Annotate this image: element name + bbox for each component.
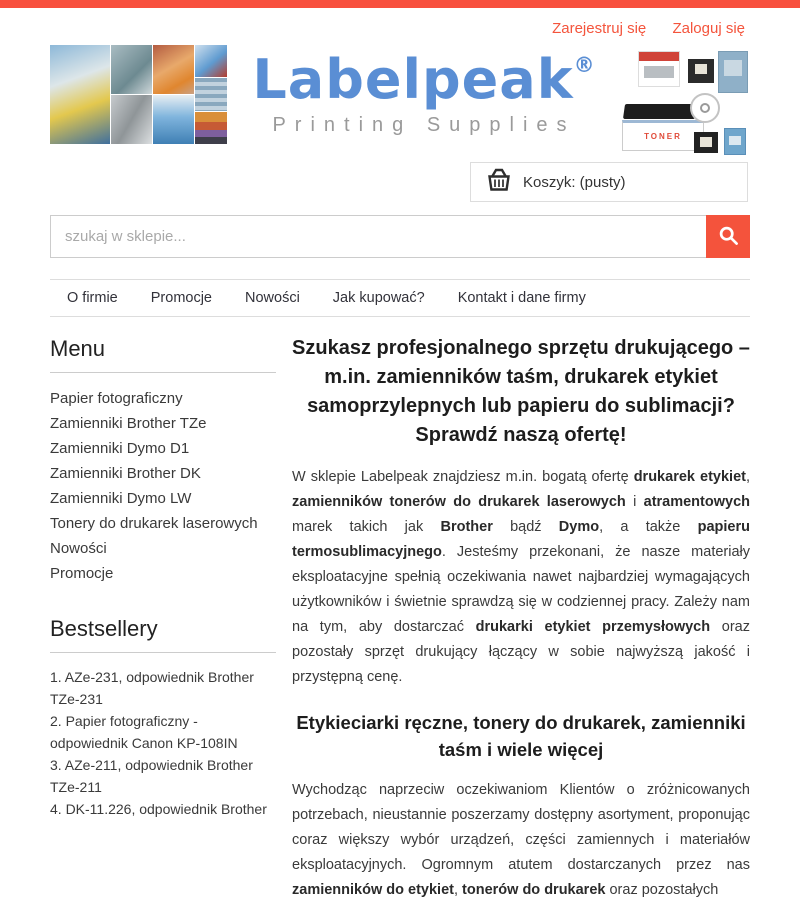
menu-title: Menu bbox=[50, 336, 106, 361]
logo-tagline: Printing Supplies bbox=[272, 114, 576, 136]
text-run: oraz pozostałych bbox=[605, 882, 719, 898]
photo-paper-box-band bbox=[639, 52, 679, 63]
photo-paper-box-image bbox=[638, 51, 680, 87]
bold-text-run: zamienników tonerów do drukarek laserowych bbox=[292, 494, 626, 510]
menu-item[interactable]: Nowości bbox=[50, 540, 107, 557]
header-products-image bbox=[622, 45, 750, 155]
collage-tile bbox=[195, 112, 227, 144]
menu-item[interactable]: Zamienniki Dymo LW bbox=[50, 490, 192, 507]
basket-icon bbox=[486, 168, 512, 196]
tape-pack-window bbox=[724, 60, 742, 76]
search-input[interactable] bbox=[50, 215, 706, 258]
bold-text-run: papieru termosublimacyjnego bbox=[292, 519, 750, 560]
cassette-window bbox=[695, 64, 707, 74]
tape-box-image bbox=[724, 128, 746, 155]
tape-pack-image bbox=[718, 51, 748, 93]
collage-tile bbox=[111, 45, 152, 94]
label-tape-cassette-image bbox=[694, 132, 718, 153]
logo[interactable] bbox=[226, 45, 622, 137]
search-icon bbox=[718, 225, 739, 249]
main-nav bbox=[50, 279, 750, 317]
bestsellers-section bbox=[50, 616, 276, 820]
login-link[interactable]: Zaloguj się bbox=[672, 20, 745, 37]
text-run: oraz pozostały sprzęt drukujący łączący w sobie najwyższą jakość i przystępną cenę. bbox=[292, 619, 750, 685]
register-link[interactable]: Zarejestruj się bbox=[552, 20, 647, 37]
text-run: marek takich jak bbox=[292, 519, 441, 535]
nav-item[interactable]: Promocje bbox=[150, 290, 212, 306]
tape-box-window bbox=[729, 136, 741, 145]
toner-box-image bbox=[622, 120, 704, 151]
top-red-bar bbox=[0, 0, 800, 8]
divider bbox=[50, 652, 276, 653]
section-heading: Etykieciarki ręczne, tonery do drukarek, zamienniki taśm i wiele więcej bbox=[296, 712, 746, 760]
menu-item[interactable]: Zamienniki Dymo D1 bbox=[50, 440, 190, 457]
text-run: Wychodząc naprzeciw oczekiwaniom Klientów o zróżnicowanych potrzebach, nieustannie poszerzamy dostępny asortyment, proponując coraz większy wybór urządzeń, części zamiennych i materiałów eksploatacyjnych. Ogromnym atutem dostarczanych przez nas bbox=[292, 782, 750, 873]
nav-item[interactable]: Kontakt i dane firmy bbox=[457, 290, 586, 306]
bold-text-run: atramentowych bbox=[643, 494, 750, 510]
sidebar bbox=[50, 331, 276, 919]
logo-wordmark bbox=[226, 48, 622, 111]
collage-tile bbox=[153, 45, 194, 94]
bold-text-run: Brother bbox=[440, 519, 493, 535]
collage-tile bbox=[195, 45, 227, 77]
intro-paragraph bbox=[292, 465, 750, 690]
divider bbox=[50, 372, 276, 373]
bold-text-run: tonerów do drukarek bbox=[462, 882, 606, 898]
menu-item[interactable]: Zamienniki Brother DK bbox=[50, 465, 201, 482]
cart-label: Koszyk: (pusty) bbox=[523, 173, 626, 191]
label-roll-core bbox=[700, 103, 710, 113]
nav-item[interactable]: Nowości bbox=[245, 290, 300, 306]
header-collage-image bbox=[50, 45, 226, 144]
logo-text: Labelpeak bbox=[252, 48, 574, 111]
menu-item[interactable]: Papier fotograficzny bbox=[50, 390, 183, 407]
label-tape-cassette-image bbox=[688, 59, 714, 83]
nav-item[interactable]: Jak kupować? bbox=[332, 290, 425, 306]
toner-box-label: TONER bbox=[644, 132, 682, 141]
bestseller-item[interactable]: 4. DK-11.226, odpowiednik Brother bbox=[50, 801, 267, 817]
menu-item[interactable]: Zamienniki Brother TZe bbox=[50, 415, 207, 432]
text-run: , a także bbox=[599, 519, 698, 535]
category-menu bbox=[50, 386, 276, 586]
cart-row bbox=[0, 155, 800, 202]
text-run: , bbox=[745, 469, 750, 485]
text-run: i bbox=[625, 494, 644, 510]
header bbox=[0, 37, 800, 155]
search-bar bbox=[50, 215, 750, 258]
collage-tile bbox=[153, 95, 194, 144]
cart-button[interactable] bbox=[470, 162, 748, 202]
bold-text-run: drukarek etykiet bbox=[633, 469, 746, 485]
bestseller-item[interactable]: 2. Papier fotograficzny - odpowiednik Canon KP-108IN bbox=[50, 713, 238, 751]
bestsellers-list bbox=[50, 666, 276, 820]
bestsellers-title: Bestsellery bbox=[50, 616, 158, 641]
bold-text-run: Dymo bbox=[558, 519, 600, 535]
search-button[interactable] bbox=[706, 215, 750, 258]
text-run: W sklepie Labelpeak znajdziesz m.in. bogatą ofertę bbox=[292, 469, 634, 485]
nav-item[interactable]: O firmie bbox=[67, 290, 118, 306]
bold-text-run: zamienników do etykiet bbox=[292, 882, 454, 898]
collage-tile bbox=[50, 45, 110, 144]
menu-item[interactable]: Tonery do drukarek laserowych bbox=[50, 515, 258, 532]
photo-paper-box-cartridge bbox=[644, 66, 674, 78]
toner-cartridge-image bbox=[623, 104, 697, 119]
collage-tile bbox=[111, 95, 152, 144]
text-run: bądź bbox=[492, 519, 559, 535]
main-area bbox=[50, 331, 750, 919]
text-run: , bbox=[453, 882, 463, 898]
bestseller-item[interactable]: 3. AZe-211, odpowiednik Brother TZe-211 bbox=[50, 757, 253, 795]
collage-tile bbox=[195, 78, 227, 110]
bestseller-item[interactable]: 1. AZe-231, odpowiednik Brother TZe-231 bbox=[50, 669, 254, 707]
second-paragraph bbox=[292, 778, 750, 903]
label-roll-image bbox=[690, 93, 720, 123]
text-run: . Jesteśmy przekonani, że nasze materiały eksploatacyjne spełnią oczekiwania nawet najbardziej wymagających użytkowników i świetnie sprawdzą się w codziennej pracy. Zależy nam na tym, aby dostarczać bbox=[292, 544, 750, 635]
registered-trademark-symbol: ® bbox=[573, 53, 596, 77]
page-title: Szukasz profesjonalnego sprzętu drukującego – m.in. zamienników taśm, drukarek etykiet samoprzylepnych lub papieru do sublimacji? Sprawdź naszą ofertę! bbox=[292, 337, 750, 446]
menu-item[interactable]: Promocje bbox=[50, 565, 114, 582]
account-links bbox=[0, 8, 800, 37]
cassette-window bbox=[700, 137, 712, 147]
content-column bbox=[292, 331, 750, 919]
bold-text-run: drukarki etykiet przemysłowych bbox=[475, 619, 711, 635]
